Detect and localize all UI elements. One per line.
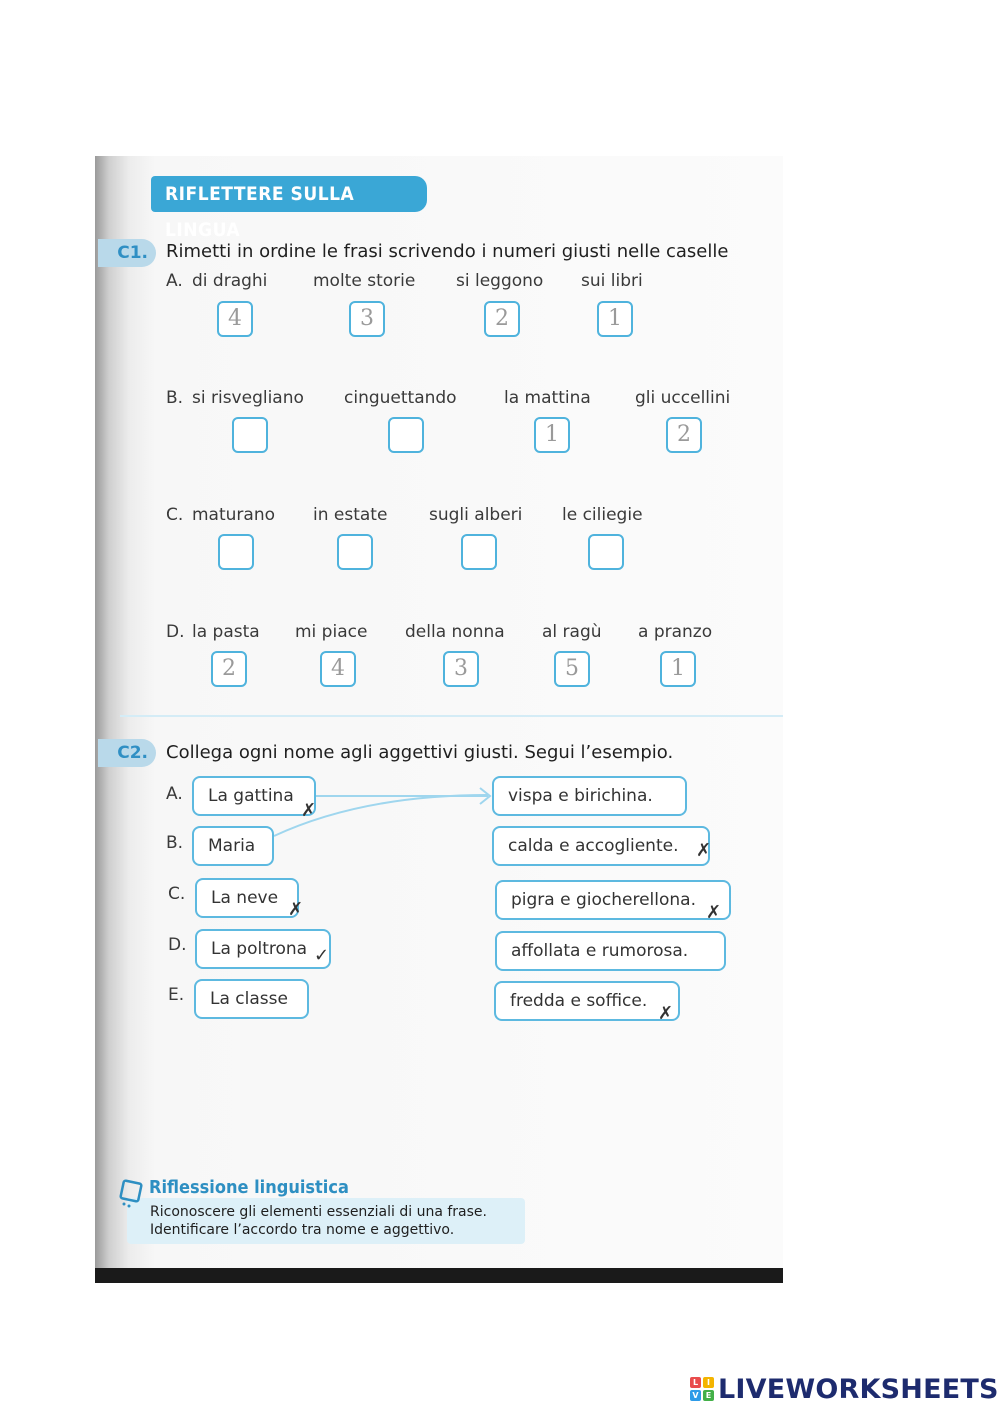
word-b3: la mattina bbox=[504, 388, 591, 408]
answer-box-b3[interactable]: 1 bbox=[534, 417, 570, 453]
word-b1: si risvegliano bbox=[192, 388, 304, 408]
brand-name: LIVEWORKSHEETS bbox=[718, 1373, 999, 1405]
c2-letter-d: D. bbox=[168, 935, 187, 955]
logo-grid-icon: L I V E bbox=[690, 1377, 714, 1401]
word-d2: mi piace bbox=[295, 622, 368, 642]
reflection-icon bbox=[118, 1178, 146, 1208]
word-a3: si leggono bbox=[456, 271, 544, 291]
c2-letter-a: A. bbox=[166, 784, 183, 804]
answer-box-d2[interactable]: 4 bbox=[320, 651, 356, 687]
row-letter-a: A. bbox=[166, 271, 183, 291]
exercise-tag-c2: C2. bbox=[98, 739, 156, 767]
answer-box-d1[interactable]: 2 bbox=[211, 651, 247, 687]
adjectives-pigra-e-giocherellona[interactable]: pigra e giocherellona. bbox=[495, 880, 731, 920]
noun-la-neve[interactable]: La neve bbox=[195, 878, 299, 918]
answer-box-a1[interactable]: 4 bbox=[217, 301, 253, 337]
mark-la-poltrona: ✓ bbox=[314, 945, 330, 966]
answer-box-d4[interactable]: 5 bbox=[554, 651, 590, 687]
exercise-instruction-c2: Collega ogni nome agli aggettivi giusti. Segui l’esempio. bbox=[166, 742, 674, 763]
mark-calda-e-accogliente: ✗ bbox=[696, 840, 712, 861]
exercise-tag-c1: C1. bbox=[98, 239, 156, 267]
word-b4: gli uccellini bbox=[635, 388, 731, 408]
answer-box-a2[interactable]: 3 bbox=[349, 301, 385, 337]
adjectives-calda-e-accogliente[interactable]: calda e accogliente. bbox=[492, 826, 710, 866]
section-banner: RIFLETTERE SULLA LINGUA bbox=[151, 176, 427, 212]
answer-box-d5[interactable]: 1 bbox=[660, 651, 696, 687]
reflection-line-1: Riconoscere gli elementi essenziali di una frase. bbox=[150, 1204, 487, 1220]
noun-la-poltrona[interactable]: La poltrona bbox=[195, 929, 331, 969]
answer-box-d3[interactable]: 3 bbox=[443, 651, 479, 687]
adjectives-vispa-e-birichina[interactable]: vispa e birichina. bbox=[492, 776, 687, 816]
reflection-line-2: Identificare l’accordo tra nome e aggettivo. bbox=[150, 1222, 455, 1238]
mark-la-gattina: ✗ bbox=[301, 800, 317, 821]
word-c3: sugli alberi bbox=[429, 505, 523, 525]
liveworksheets-logo bbox=[690, 1374, 999, 1404]
answer-box-b4[interactable]: 2 bbox=[666, 417, 702, 453]
mark-pigra-e-giocherellona: ✗ bbox=[706, 902, 722, 923]
c2-letter-e: E. bbox=[168, 985, 185, 1005]
word-a2: molte storie bbox=[313, 271, 416, 291]
c2-letter-b: B. bbox=[166, 833, 184, 853]
word-d1: la pasta bbox=[192, 622, 260, 642]
mark-la-neve: ✗ bbox=[288, 899, 304, 920]
row-letter-b: B. bbox=[166, 388, 184, 408]
adjectives-fredda-e-soffice[interactable]: fredda e soffice. bbox=[494, 981, 680, 1021]
noun-la-gattina[interactable]: La gattina bbox=[192, 776, 316, 816]
answer-box-a4[interactable]: 1 bbox=[597, 301, 633, 337]
row-letter-d: D. bbox=[166, 622, 185, 642]
word-c1: maturano bbox=[192, 505, 275, 525]
answer-box-a3[interactable]: 2 bbox=[484, 301, 520, 337]
word-d4: al ragù bbox=[542, 622, 602, 642]
row-letter-c: C. bbox=[166, 505, 184, 525]
word-a1: di draghi bbox=[192, 271, 268, 291]
word-c2: in estate bbox=[313, 505, 388, 525]
mark-fredda-e-soffice: ✗ bbox=[658, 1003, 674, 1024]
noun-la-classe[interactable]: La classe bbox=[194, 979, 309, 1019]
exercise-instruction-c1: Rimetti in ordine le frasi scrivendo i numeri giusti nelle caselle bbox=[166, 241, 729, 262]
word-d5: a pranzo bbox=[638, 622, 713, 642]
c2-letter-c: C. bbox=[168, 884, 186, 904]
word-b2: cinguettando bbox=[344, 388, 457, 408]
reflection-title: Riflessione linguistica bbox=[149, 1177, 349, 1198]
adjectives-affollata-e-rumorosa[interactable]: affollata e rumorosa. bbox=[495, 931, 726, 971]
word-d3: della nonna bbox=[405, 622, 505, 642]
word-a4: sui libri bbox=[581, 271, 643, 291]
word-c4: le ciliegie bbox=[562, 505, 643, 525]
noun-maria[interactable]: Maria bbox=[192, 826, 274, 866]
